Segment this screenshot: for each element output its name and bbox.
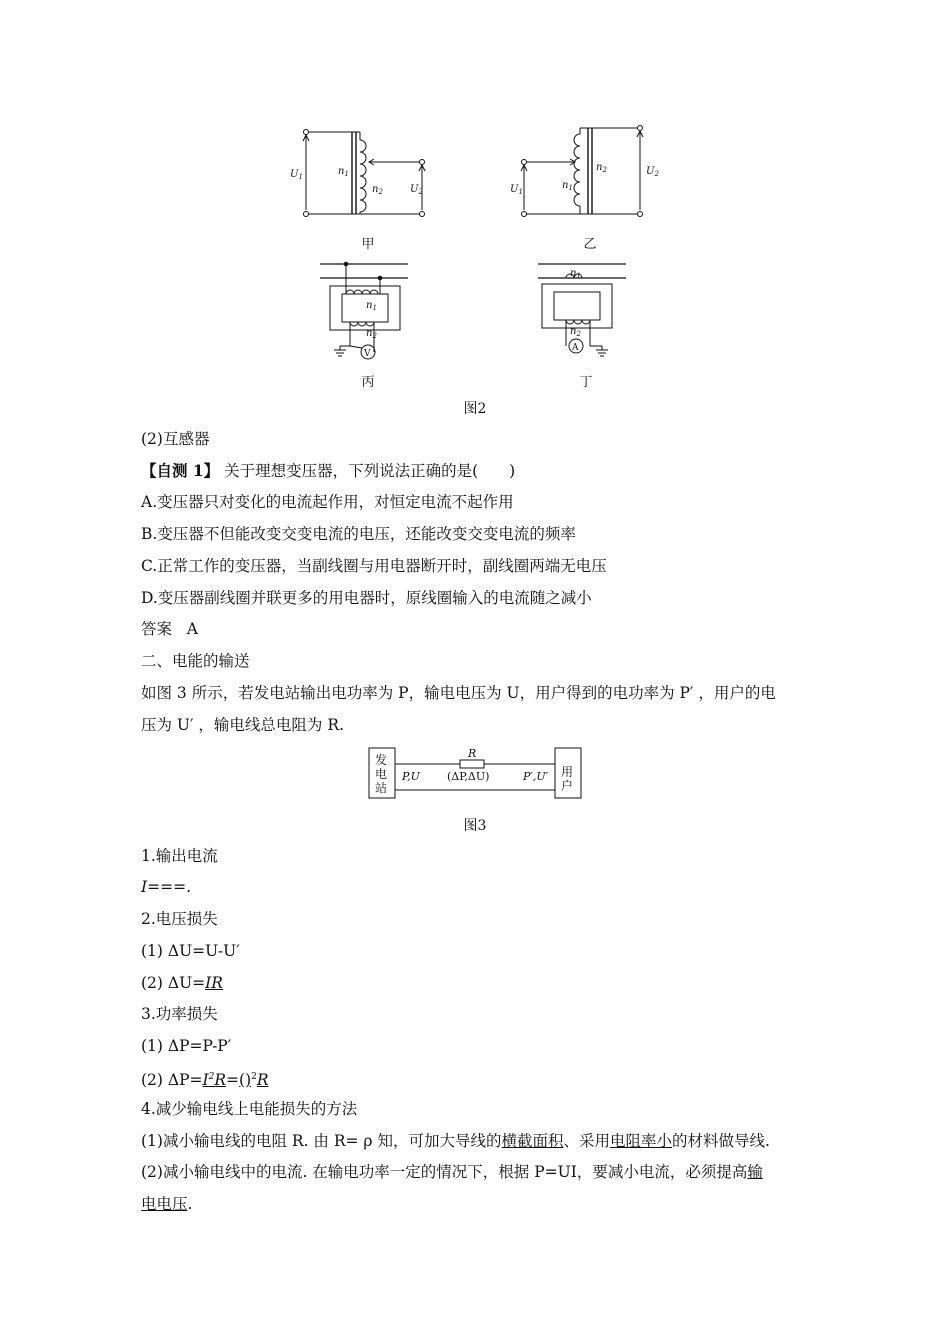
u2-label-yi: $U_2$ — [646, 166, 659, 178]
blank-voltage-b: 电电压 — [141, 1195, 188, 1213]
section-heading: 二、电能的输送 — [141, 652, 250, 670]
item-1-heading: 1.输出电流 — [141, 847, 218, 865]
method-2-cont: 电电压. — [141, 1195, 193, 1213]
resistor-label: R — [468, 747, 477, 760]
voltage-loss-1: (1) ΔU=U-U′ — [141, 942, 240, 960]
intro-line-2: 压为 U′ ，输电线总电阻为 R. — [141, 716, 344, 734]
n2-label-ding: $n_2$ — [570, 326, 581, 338]
terminal — [420, 160, 425, 165]
figure-2-diagram — [280, 118, 680, 398]
quiz-option-d: D.变压器副线圈并联更多的用电器时，原线圈输入的电流随之减小 — [141, 589, 592, 607]
resistor-symbol — [460, 760, 484, 768]
quiz-tag: 【自测 1】 — [141, 461, 220, 480]
user-char-2: 户 — [561, 779, 574, 793]
terminal — [304, 212, 309, 217]
n2-label-yi: $n_2$ — [596, 162, 607, 174]
figure-3-diagram — [365, 742, 585, 802]
item-3-heading: 3.功率损失 — [141, 1005, 218, 1023]
blank-cross-section: 横截面积 — [501, 1132, 564, 1150]
answer-value: A — [186, 620, 198, 638]
power-loss-1: (1) ΔP=P-P′ — [141, 1037, 232, 1055]
source-label: P,U — [402, 770, 420, 783]
quiz-question — [141, 461, 515, 481]
u2-label-jia: $U_2$ — [410, 184, 423, 196]
power-loss-2: (2) $\Delta P=I^2R=()^2R$ — [141, 1071, 269, 1090]
power-station-char-3: 站 — [375, 781, 388, 795]
panel-label-bing: 丙 — [361, 375, 375, 390]
panel-label-jia: 甲 — [361, 237, 375, 252]
blank-voltage-a: 输 — [747, 1163, 763, 1181]
current-equation: I===. — [141, 878, 192, 896]
panel-label-yi: 乙 — [583, 237, 597, 252]
figure-2-caption: 图2 — [463, 401, 487, 417]
user-char-1: 用 — [561, 765, 574, 779]
loss-label: (ΔP,ΔU) — [447, 770, 490, 783]
voltmeter-label: V — [364, 349, 371, 359]
blank-ir: IR — [205, 974, 223, 992]
coil — [360, 140, 366, 212]
answer-label: 答案 — [141, 620, 173, 638]
blank-resistivity: 电阻率小 — [610, 1132, 673, 1150]
n1-label-bing: $n_1$ — [366, 300, 377, 312]
n1-label-yi: $n_1$ — [562, 180, 573, 192]
quiz-question-text: 关于理想变压器，下列说法正确的是( ) — [224, 462, 516, 480]
n1-label-jia: $n_1$ — [338, 166, 349, 178]
quiz-option-b: B.变压器不但能改变交变电流的电压，还能改变交变电流的频率 — [141, 525, 576, 543]
power-station-char-1: 发 — [375, 753, 388, 767]
item-4-heading: 4.减少输电线上电能损失的方法 — [141, 1100, 358, 1118]
intro-line-1: 如图 3 所示，若发电站输出电功率为 P，输电电压为 U，用户得到的电功率为 P′ ，用户的电 — [141, 684, 776, 702]
load-label: P′,U′ — [523, 770, 549, 783]
blank-fraction: () — [239, 1071, 252, 1090]
ammeter-label: A — [572, 343, 579, 353]
u1-label-jia: $U_1$ — [290, 169, 303, 181]
method-2: (2)减小输电线中的电流. 在输电功率一定的情况下，根据 P=UI，要减小电流，必须提高输 — [141, 1163, 763, 1181]
n1-label-ding: $n_1$ — [570, 268, 581, 280]
voltage-loss-2: (2) ΔU=IR — [141, 974, 223, 992]
power-station-char-2: 电 — [375, 767, 388, 781]
n2-label-bing: $n_2$ — [366, 328, 377, 340]
quiz-option-a: A.变压器只对变化的电流起作用，对恒定电流不起作用 — [141, 493, 514, 511]
quiz-option-c: C.正常工作的变压器，当副线圈与用电器断开时，副线圈两端无电压 — [141, 557, 607, 575]
terminal — [304, 130, 309, 135]
terminal — [420, 212, 425, 217]
mutual-inductor-heading: (2)互感器 — [141, 430, 210, 448]
n2-label-jia: $n_2$ — [372, 184, 383, 196]
figure-3-caption: 图3 — [463, 818, 487, 834]
quiz-answer — [141, 619, 198, 639]
panel-label-ding: 丁 — [579, 375, 593, 390]
item-2-heading: 2.电压损失 — [141, 910, 218, 928]
blank-i2r: $I^2R$ — [202, 1071, 227, 1090]
u1-label-yi: $U_1$ — [510, 184, 523, 196]
method-1: (1)减小输电线的电阻 R. 由 R= ρ 知，可加大导线的横截面积、采用电阻率小的材料做导线. — [141, 1132, 770, 1150]
